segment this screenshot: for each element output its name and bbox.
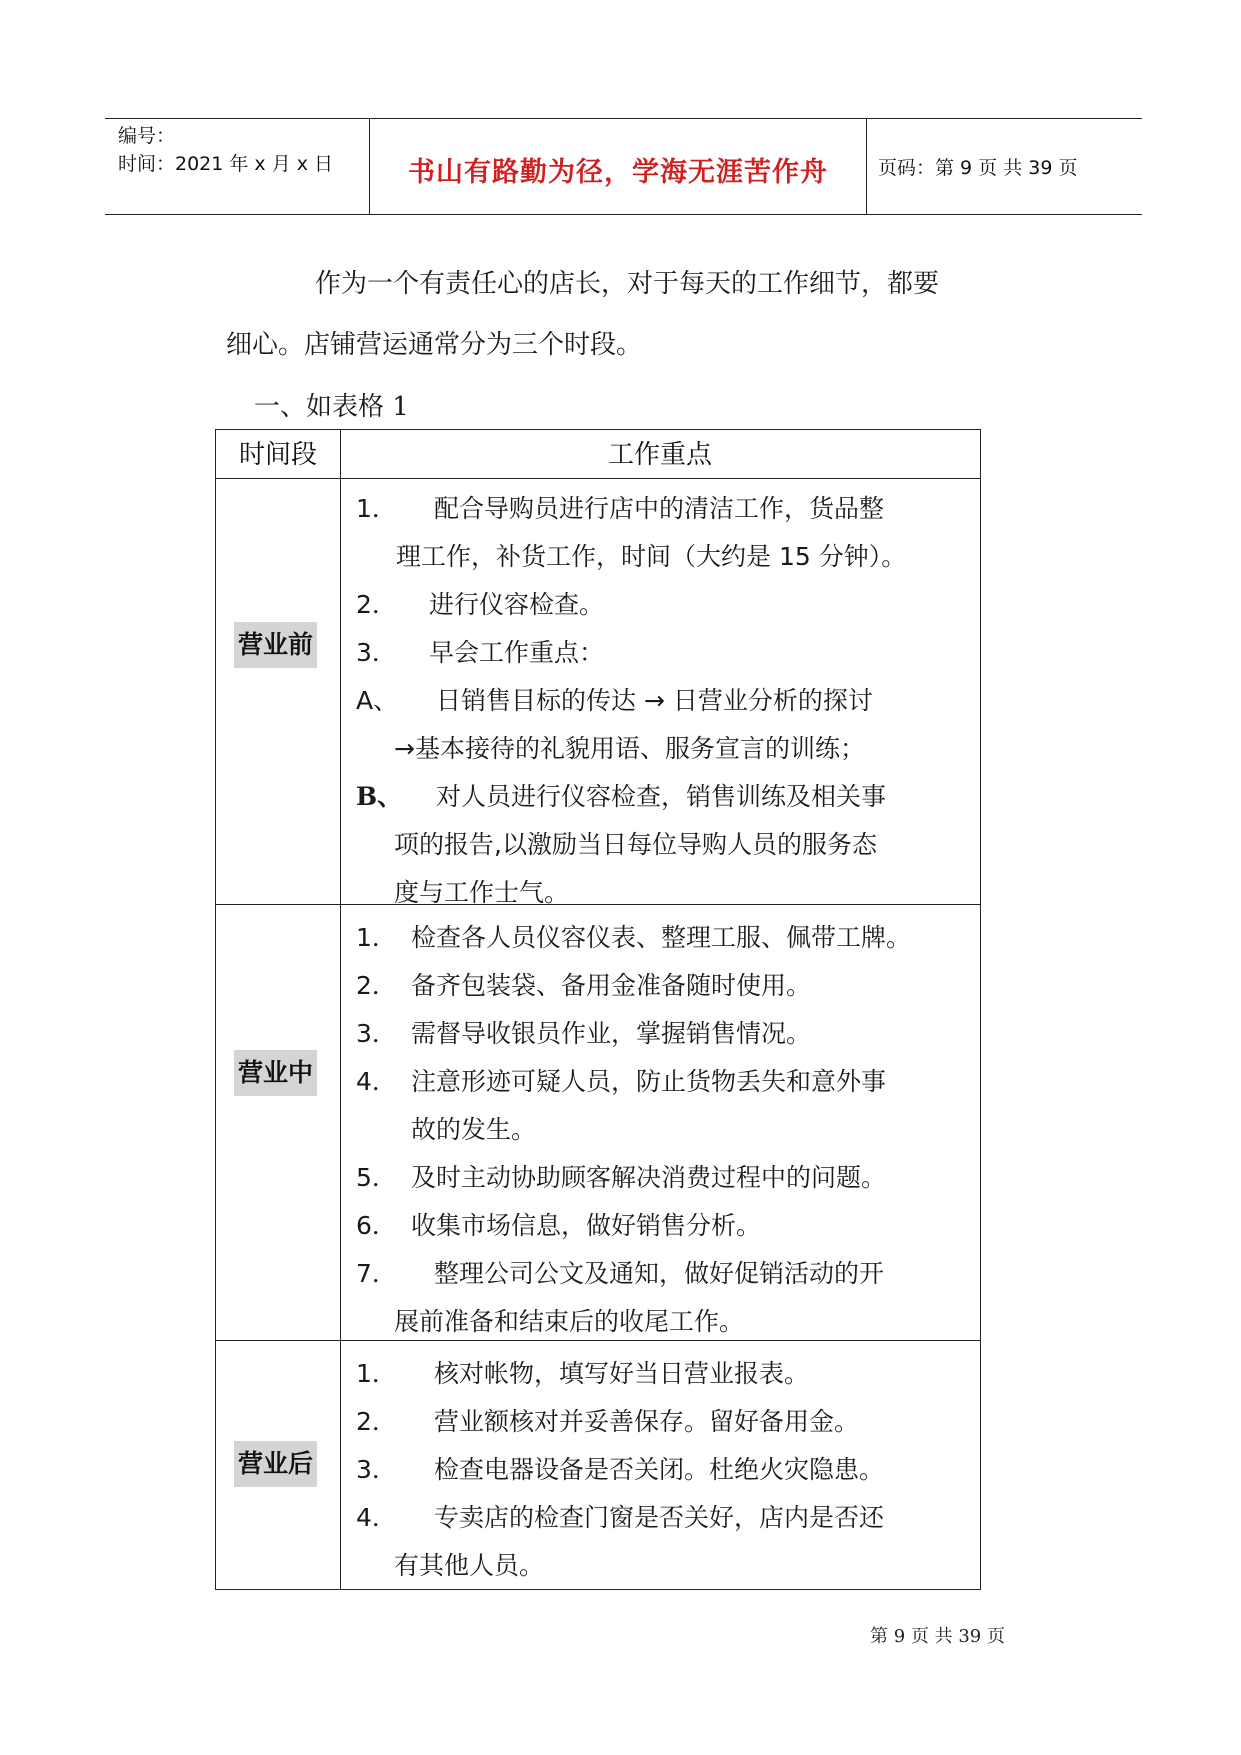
table-caption: 一、如表格 1 (254, 392, 409, 422)
item-number: 6． (356, 1211, 397, 1240)
column-divider (340, 430, 341, 1589)
item-text: 收集市场信息，做好销售分析。 (411, 1211, 762, 1240)
item-number: 4． (356, 1067, 397, 1096)
item-number: 3． (356, 1455, 397, 1484)
item-text: 备齐包装袋、备用金准备随时使用。 (411, 971, 812, 1000)
intro-line-2: 细心。店铺营运通常分为三个时段。 (226, 330, 643, 360)
item-text: 日销售目标的传达 → 日营业分析的探讨 (436, 686, 873, 715)
item-number: 3． (356, 1019, 397, 1048)
motto-text: 书山有路勤为径，学海无涯苦作舟 (408, 157, 828, 188)
item-text: 营业额核对并妥善保存。留好备用金。 (434, 1407, 860, 1436)
item-number: 7． (356, 1259, 397, 1288)
document-header (105, 118, 1142, 215)
item-number: 5． (356, 1163, 397, 1192)
item-continuation: →基本接待的礼貌用语、服务宣言的训练； (394, 734, 865, 763)
header-meta-cell (105, 119, 369, 214)
item-text: 进行仪容检查。 (429, 590, 605, 619)
item-text: 配合导购员进行店中的清洁工作，货品整 (434, 494, 885, 523)
item-continuation: 展前准备和结束后的收尾工作。 (394, 1307, 745, 1336)
item-text: 早会工作重点： (429, 638, 605, 667)
item-text: 需督导收银员作业，掌握销售情况。 (411, 1019, 812, 1048)
item-number: 1． (356, 1359, 397, 1388)
item-text: 检查电器设备是否关闭。杜绝火灾隐患。 (434, 1455, 885, 1484)
item-text: 及时主动协助顾客解决消费过程中的问题。 (411, 1163, 887, 1192)
row-divider-2 (216, 1340, 980, 1341)
serial-label: 编号： (118, 125, 176, 147)
work-focus-table (215, 429, 981, 1590)
item-text: 专卖店的检查门窗是否关好，店内是否还 (434, 1503, 885, 1532)
item-text: 对人员进行仪容检查，销售训练及相关事 (436, 782, 887, 811)
item-continuation: 故的发生。 (411, 1115, 537, 1144)
item-number: A、 (356, 686, 399, 715)
item-number: B、 (356, 782, 403, 811)
period-after-business: 营业后 (234, 1441, 317, 1487)
item-number: 3． (356, 638, 397, 667)
period-during-business: 营业中 (234, 1050, 317, 1096)
item-number: 1． (356, 923, 397, 952)
column-header-focus: 工作重点 (607, 440, 712, 470)
item-text: 核对帐物，填写好当日营业报表。 (434, 1359, 810, 1388)
intro-line-1: 作为一个有责任心的店长，对于每天的工作细节，都要 (315, 269, 940, 299)
item-continuation: 项的报告,以激励当日每位导购人员的服务态 (394, 830, 877, 859)
item-number: 1． (356, 494, 397, 523)
header-motto-cell (369, 119, 867, 214)
item-text: 注意形迹可疑人员，防止货物丢失和意外事 (411, 1067, 887, 1096)
item-continuation: 有其他人员。 (394, 1551, 545, 1580)
period-before-business: 营业前 (234, 622, 317, 668)
item-number: 2． (356, 590, 397, 619)
row-divider-1 (216, 904, 980, 905)
item-number: 2． (356, 1407, 397, 1436)
column-header-period: 时间段 (238, 440, 317, 470)
item-number: 2． (356, 971, 397, 1000)
date-line: 时间：2021 年 x 月 x 日 (118, 153, 334, 175)
page-footer: 第 9 页 共 39 页 (870, 1626, 1005, 1647)
item-continuation: 度与工作士气。 (394, 878, 570, 907)
item-number: 4． (356, 1503, 397, 1532)
item-text: 检查各人员仪容仪表、整理工服、佩带工牌。 (411, 923, 912, 952)
item-text: 整理公司公文及通知，做好促销活动的开 (434, 1259, 885, 1288)
header-page-cell (865, 119, 1142, 214)
item-continuation: 理工作，补货工作，时间（大约是 15 分钟）。 (396, 542, 907, 571)
page-label: 页码：第 9 页 共 39 页 (878, 157, 1078, 179)
